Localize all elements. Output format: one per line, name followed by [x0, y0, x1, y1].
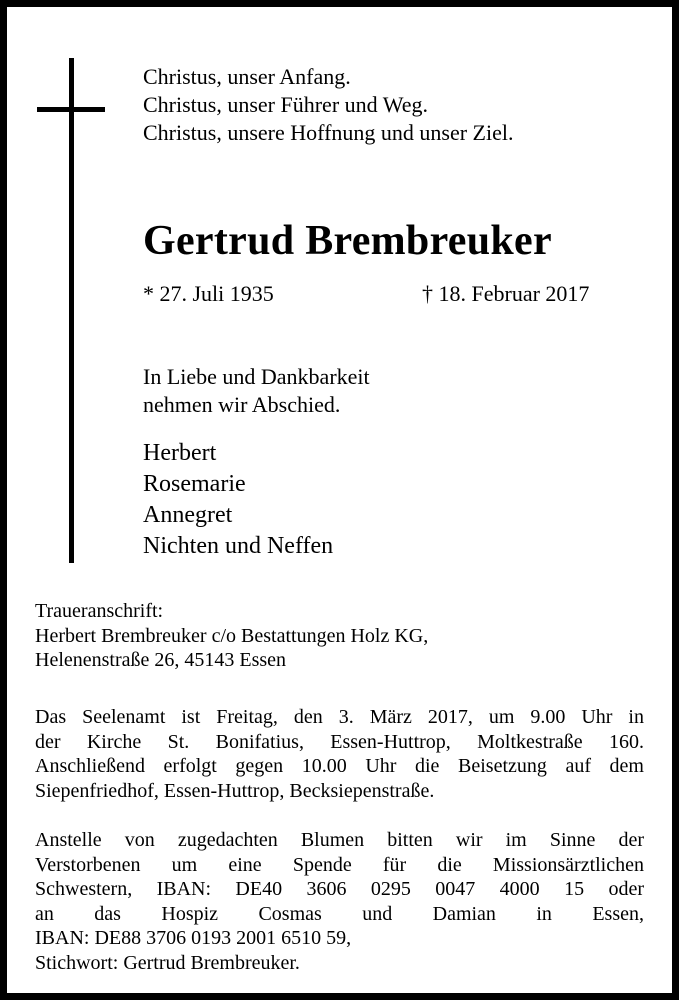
cross-icon: [69, 58, 74, 563]
family-member: Nichten und Neffen: [143, 533, 334, 559]
verse-line: Christus, unser Anfang.: [143, 64, 351, 89]
family-member: Rosemarie: [143, 471, 246, 497]
verse-line: Christus, unsere Hoffnung und unser Ziel.: [143, 120, 514, 145]
family-member: Annegret: [143, 502, 233, 528]
obituary-notice: [7, 7, 672, 993]
address-line: Helenenstraße 26, 45143 Essen: [35, 649, 287, 672]
mass-line: der Kirche St. Bonifatius, Essen-Huttrop, Moltkestraße 160.: [35, 730, 644, 753]
death-date: † 18. Februar 2017: [422, 281, 590, 306]
donation-line: Verstorbenen um eine Spende für die Missionsärztlichen: [35, 853, 644, 876]
birth-date: * 27. Juli 1935: [143, 281, 274, 306]
family-list: [143, 438, 333, 562]
farewell-line: nehmen wir Abschied.: [143, 392, 341, 417]
mourning-address: [35, 599, 644, 673]
family-member: Herbert: [143, 440, 217, 466]
donation-line: Stichwort: Gertrud Brembreuker.: [35, 951, 300, 974]
verse: [143, 63, 514, 147]
donation-line: IBAN: DE88 3706 0193 2001 6510 59,: [35, 927, 352, 950]
mass-line: Siepenfriedhof, Essen-Huttrop, Becksiepenstraße.: [35, 779, 435, 802]
donation-line: Anstelle von zugedachten Blumen bitten wir im Sinne der: [35, 829, 644, 851]
funeral-mass-info: [35, 705, 644, 803]
donation-info: [35, 828, 644, 976]
address-line: Traueranschrift:: [35, 600, 164, 622]
donation-line: Schwestern, IBAN: DE40 3606 0295 0047 4000 15 oder: [35, 878, 644, 901]
farewell-line: In Liebe und Dankbarkeit: [143, 364, 370, 389]
address-line: Herbert Brembreuker c/o Bestattungen Holz KG,: [35, 624, 429, 647]
cross-icon-bar: [37, 107, 105, 112]
verse-line: Christus, unser Führer und Weg.: [143, 92, 429, 117]
farewell-text: [143, 363, 370, 419]
mass-line: Das Seelenamt ist Freitag, den 3. März 2017, um 9.00 Uhr in: [35, 706, 644, 728]
donation-line: an das Hospiz Cosmas und Damian in Essen,: [35, 902, 644, 925]
deceased-name: Gertrud Brembreuker: [143, 218, 552, 264]
mass-line: Anschließend erfolgt gegen 10.00 Uhr die Beisetzung auf dem: [35, 755, 644, 778]
